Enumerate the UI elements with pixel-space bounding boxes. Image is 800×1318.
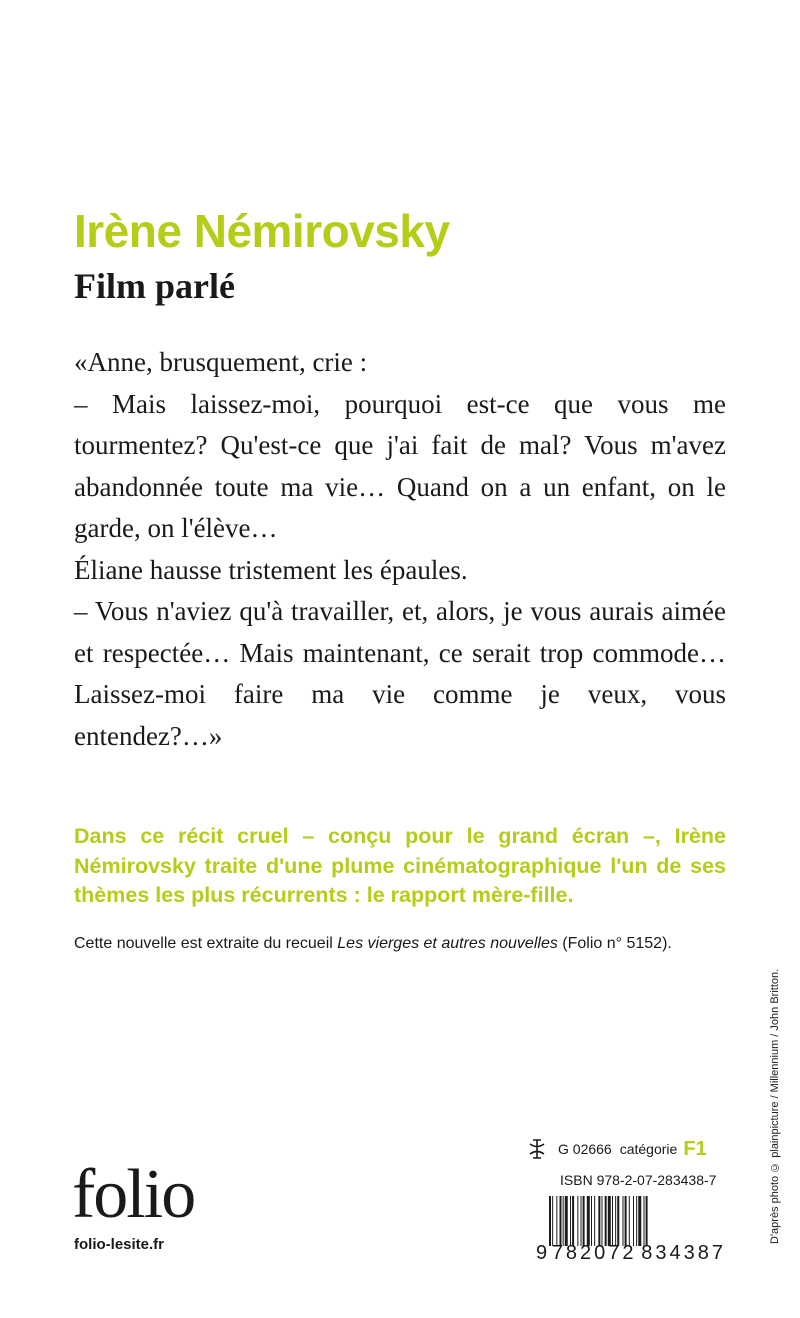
source-note [74, 930, 726, 957]
category-label: catégorie [619, 1141, 678, 1157]
gallimard-icon [526, 1138, 548, 1160]
barcode-bar [563, 1196, 564, 1246]
barcode-digits [536, 1242, 726, 1265]
barcode-bar [605, 1196, 607, 1246]
quote-paragraph: – Vous n'aviez qu'à travailler, et, alors, je vous aurais aimée et respectée… Mais maintenant, ce serait trop commode… Laissez-moi faire ma vie comme je veux, vous entendez?…» [74, 596, 726, 751]
barcode-bar [638, 1196, 641, 1246]
photo-credit: D'après photo © plainpicture / Millennium / John Britton. [769, 968, 781, 1244]
blurb: Dans ce récit cruel – conçu pour le grand écran –, Irène Némirovsky traite d'une plume cinématographique l'un de ses thèmes les plus récurrents : le rapport mère-fille. [74, 824, 726, 907]
barcode-bar [623, 1196, 624, 1246]
barcode-digit-group: 9 [536, 1242, 548, 1264]
barcode-bar [560, 1196, 562, 1246]
folio-logo: folio [72, 1156, 195, 1233]
barcode-digit-group: 834387 [641, 1242, 726, 1264]
barcode-bar [617, 1196, 619, 1246]
book-title: Film parlé [74, 266, 235, 306]
barcode-bar [636, 1196, 637, 1246]
barcode-bar [549, 1196, 551, 1246]
source-suffix: (Folio n° 5152). [557, 935, 672, 952]
isbn: ISBN 978-2-07-283438-7 [560, 1172, 717, 1188]
barcode-bar [570, 1196, 571, 1246]
barcode-bar [591, 1196, 592, 1246]
barcode-bar [629, 1196, 630, 1246]
barcode-bar [598, 1196, 600, 1246]
barcode-bar [581, 1196, 582, 1246]
barcode-digit-group: 782072 [551, 1242, 637, 1264]
collection-title: Les vierges et autres nouvelles [337, 935, 558, 952]
quote-paragraph: Éliane hausse tristement les épaules. [74, 554, 468, 585]
barcode-bar [646, 1196, 648, 1246]
barcode-bar [612, 1196, 613, 1246]
barcode-bar [608, 1196, 611, 1246]
author-name: Irène Némirovsky [74, 205, 450, 257]
category-value: F1 [683, 1137, 707, 1160]
barcode-bar [594, 1196, 595, 1246]
barcode-bar [587, 1196, 590, 1246]
barcode-bar [633, 1196, 634, 1246]
barcode [549, 1196, 725, 1246]
barcode-bar [615, 1196, 616, 1246]
quote-paragraph: «Anne, brusquement, crie : [74, 347, 368, 377]
barcode-bar [583, 1196, 585, 1246]
barcode-bar [602, 1196, 603, 1246]
website-link[interactable]: folio-lesite.fr [74, 1236, 165, 1253]
barcode-bar [572, 1196, 574, 1246]
barcode-bar [556, 1196, 557, 1246]
catalog-info [526, 1136, 707, 1162]
barcode-bar [552, 1196, 553, 1246]
excerpt-quote [74, 342, 726, 757]
barcode-bar [565, 1196, 568, 1246]
quote-paragraph: – Mais laissez-moi, pourquoi est-ce que vous me tourmentez? Qu'est-ce que j'ai fait de mal? Vous m'avez abandonnée toute ma vie… Quand on a un enfant, on le garde, on l'élève… [74, 388, 726, 543]
barcode-bar [577, 1196, 578, 1246]
barcode-bar [625, 1196, 627, 1246]
catalog-code: G 02666 [558, 1141, 612, 1157]
barcode-bar [644, 1196, 645, 1246]
source-prefix: Cette nouvelle est extraite du recueil [74, 935, 338, 952]
